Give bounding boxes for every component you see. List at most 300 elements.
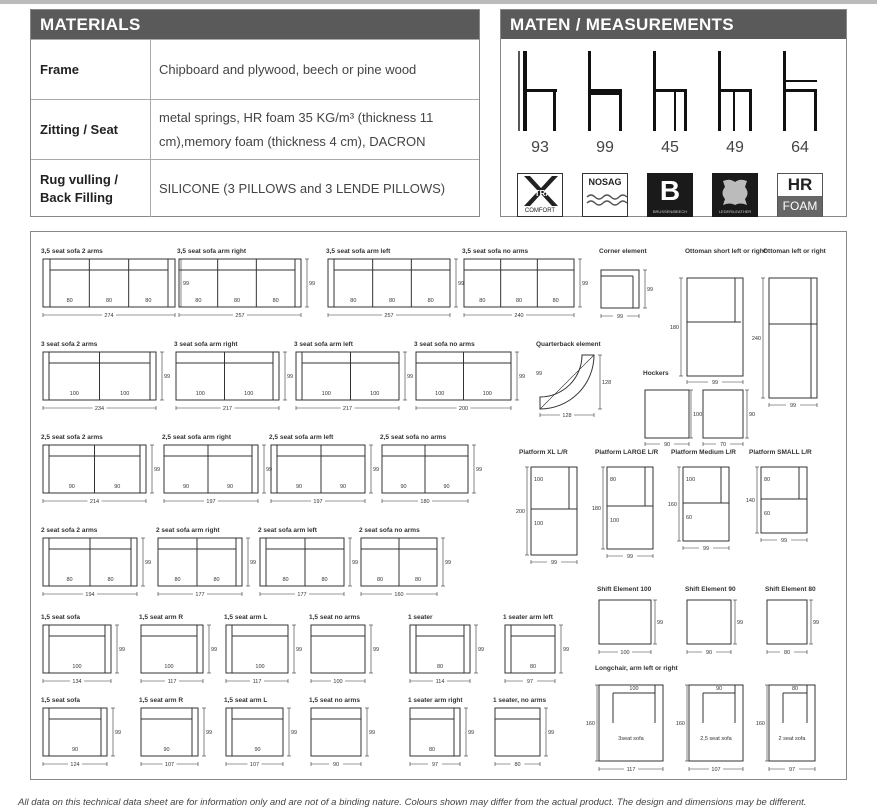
sofa-1-seat-1-drawing [139,624,231,692]
element-title: 3 seat sofa arm right [174,341,238,348]
sofa-2-5-seat-none [380,434,496,512]
depth-dimension-label: 99 [115,730,122,736]
seat-width-label: 80 [479,298,486,304]
platform-top-label: 100 [686,477,696,483]
shift-outline [767,600,807,644]
longchair-seat-label: 80 [791,686,799,692]
depth-dimension-label: 180 [669,325,679,331]
hockers-drawing [643,380,768,448]
depth-dimension-label: 99 [458,281,465,287]
element-title: 3,5 seat sofa arm right [177,248,246,255]
sofa-outline [495,708,540,756]
longchair-sofa-label: 2,5 seat sofa [700,736,732,742]
sofa-1-seat-b-5 [493,697,568,775]
width-dimension-label: 234 [94,406,105,412]
width-dimension-label: 217 [222,406,233,412]
width-dimension-label: 99 [789,403,797,409]
longchair-sofa-label: 3seat sofa [618,736,644,742]
seat-width-label: 100 [69,391,79,397]
depth-dimension-label: 240 [751,336,761,342]
sofa-outline [260,538,344,586]
width-dimension-label: 80 [783,650,791,656]
depth-dimension-label: 99 [657,620,664,626]
width-dimension-label: 90 [663,442,671,448]
longchair-2 [755,675,845,773]
seat-width-label: 80 [321,577,328,583]
seat-width-label: 80 [66,298,73,304]
element-title: 1,5 seat arm R [139,697,184,704]
width-dimension-label: 124 [70,762,80,768]
element-title: Platform Medium L/R [671,449,737,456]
depth-dimension-label: 99 [647,287,654,293]
shift-element-2-drawing [765,596,845,656]
material-row-seat [31,99,479,159]
element-title: 2 seat sofa arm left [258,527,317,534]
seat-width-label: 80 [552,298,559,304]
width-dimension-label: 97 [526,679,534,685]
width-dimension-label: 90 [705,650,713,656]
sofa-1-seat-2 [224,614,316,692]
chair-seat-depth-icon [775,51,825,131]
sofa-1-seat-b-3 [309,697,389,775]
width-dimension-label: 99 [702,546,710,552]
element-title: Shift Element 80 [765,586,816,593]
hockers [643,370,768,448]
element-title: Shift Element 100 [597,586,652,593]
hocker-outline [703,390,743,438]
element-title: 2,5 seat sofa no arms [380,434,447,441]
width-dimension-label: 160 [394,592,404,598]
material-value: metal springs, HR foam 35 KG/m³ (thickness 11 cm),memory foam (thickness 4 cm), DACRON [159,109,434,149]
seat-width-label: 80 [213,577,220,583]
element-title: 1,5 seat arm R [139,614,184,621]
depth-dimension-label: 99 [291,730,298,736]
depth-dimension-label: 160 [667,502,677,508]
seat-width-label: 80 [66,577,73,583]
sofa-outline [158,538,242,586]
sofa-1-seat-4-drawing [408,624,498,692]
width-dimension-label: 117 [167,679,177,685]
depth-dimension-label: 99 [119,647,126,653]
sofa-1-seat-b-1 [139,697,226,775]
element-title: 2 seat sofa 2 arms [41,527,98,534]
seat-width-label: 90 [339,484,347,490]
element-title: 2 seat sofa arm right [156,527,220,534]
hr-bottom: FOAM [778,196,822,217]
element-title: 1,5 seat no arms [309,614,360,621]
element-title: 2,5 seat sofa arm left [269,434,334,441]
width-dimension-label: 97 [788,767,796,773]
element-title: 3 seat sofa no arms [414,341,475,348]
seat-width-label: 80 [107,577,114,583]
depth-dimension-label: 128 [602,380,612,386]
depth-dimension-label: 99 [250,560,257,566]
depth-dimension-label: 99 [373,467,380,473]
depth-dimension-label: 99 [266,467,273,473]
material-label: Zitting / Seat [31,100,151,159]
width-dimension-label: 257 [235,313,245,319]
platform-top-label: 80 [610,477,617,483]
sofa-2-5-seat-right-drawing [162,444,286,512]
seat-width-label: 80 [195,298,202,304]
seat-width-label: 100 [321,391,331,397]
platform-2-drawing [667,459,743,569]
longchair-1 [675,675,765,773]
depth-dimension-label: 99 [407,374,414,380]
sofa-1-seat-4 [408,614,498,692]
sofa-1-seat-b-0-drawing [41,707,135,775]
nosag-label: NOSAG [588,177,622,187]
beech-sub: BRUSSEN/BEECH [652,209,688,214]
quarterback-side-label: 99 [536,371,543,377]
quarterback-element-drawing [536,351,616,423]
depth-dimension-label: 99 [373,647,380,653]
shift-element-2 [765,586,845,656]
seat-width-label: 80 [436,664,444,670]
width-dimension-label: 107 [164,762,175,768]
leather-hide-icon [712,175,758,209]
width-dimension-label: 99 [616,314,624,320]
seat-width-label: 80 [388,298,396,304]
seat-width-label: 80 [174,577,181,583]
element-title: Ottoman left or right [763,248,826,255]
seat-width-label: 80 [427,298,434,304]
width-dimension-label: 107 [249,762,260,768]
leather-sub: LEDER/LEATHER [718,209,752,214]
depth-dimension-label: 99 [478,647,485,653]
depth-dimension-label: 99 [309,281,316,287]
material-label: Frame [31,40,151,99]
sofa-2-seat-right-drawing [156,537,270,605]
longchair-sofa-label: 2 seat sofa [778,736,806,742]
depth-dimension-label: 99 [468,730,475,736]
width-dimension-label: 200 [458,406,469,412]
shift-element-1-drawing [685,596,765,656]
leather-badge [712,173,758,217]
seat-width-label: 80 [515,298,523,304]
sofa-1-seat-3 [309,614,393,692]
element-title: 2 seat sofa no arms [359,527,420,534]
quarterback-element [536,341,616,423]
material-value: Chipboard and plywood, beech or pine wood [159,61,417,77]
sofa-2-5-seat-both [41,434,174,512]
sofa-1-seat-5 [503,614,583,692]
width-dimension-label: 100 [333,679,343,685]
sofa-3-5-seat-right-drawing [177,258,329,326]
seat-width-label: 100 [244,391,254,397]
sofa-3-5-seat-right [177,248,329,326]
sofa-outline [296,352,399,400]
seat-width-label: 100 [482,391,492,397]
width-dimension-label: 257 [384,313,394,319]
seat-width-label: 80 [145,298,152,304]
depth-dimension-label: 99 [145,560,152,566]
hr-foam-badge [777,173,823,217]
seat-width-label: 80 [529,664,537,670]
sofa-outline [311,625,365,673]
depth-dimension-label: 99 [563,647,570,653]
hr-top: HR [787,175,813,194]
depth-dimension-label: 99 [183,281,190,287]
sofa-3-5-seat-left [326,248,478,326]
seat-width-label: 90 [182,484,190,490]
chair-diagrams [501,39,846,217]
width-dimension-label: 197 [206,499,216,505]
width-dimension-label: 177 [195,592,205,598]
width-dimension-label: 117 [626,767,636,773]
sofa-1-seat-b-0 [41,697,135,775]
sofa-1-seat-0 [41,614,139,692]
sofa-3-seat-none [414,341,539,419]
sofa-3-5-seat-left-drawing [326,258,478,326]
sofa-2-5-seat-left-drawing [269,444,393,512]
materials-table [30,9,480,217]
measure-depth: 99 [596,139,614,156]
seat-width-label: 90 [254,747,261,753]
measure-seat-depth: 64 [791,139,809,156]
width-dimension-label: 180 [420,499,430,505]
platform-0-drawing [515,459,591,569]
element-title: Platform XL L/R [519,449,568,456]
corner-element [599,248,669,323]
sofa-outline [176,352,279,400]
seat-width-label: 90 [443,484,450,490]
depth-dimension-label: 99 [548,730,555,736]
width-dimension-label: 128 [562,413,572,419]
sofa-3-5-seat-none-drawing [462,258,602,326]
element-title: 1,5 seat sofa [41,697,81,704]
sofa-1-seat-b-4 [408,697,488,775]
longchair-seat-label: 100 [629,686,639,692]
element-title: 1,5 seat arm L [224,697,268,704]
platform-3 [745,449,821,569]
shift-element-1 [685,586,765,656]
seat-width-label: 100 [435,391,445,397]
depth-dimension-label: 160 [585,721,595,727]
depth-dimension-label: 99 [737,620,744,626]
quarterback-diagonal [540,355,594,409]
element-title: 1 seater [408,614,433,621]
sofa-2-seat-none-drawing [359,537,465,605]
sofa-3-seat-right-drawing [174,351,307,419]
element-title: Platform SMALL L/R [749,449,812,456]
materials-header: MATERIALS [31,10,479,39]
platform-bottom-label: 100 [534,521,544,527]
depth-dimension-label: 160 [675,721,685,727]
width-dimension-label: 240 [514,313,524,319]
element-title: 2,5 seat sofa 2 arms [41,434,103,441]
platform-bottom-label: 60 [686,515,693,521]
depth-dimension-label: 180 [591,506,601,512]
element-title: 3 seat sofa arm left [294,341,353,348]
measure-seat-height: 45 [661,139,679,156]
seat-width-label: 100 [164,664,174,670]
depth-dimension-label: 99 [287,374,294,380]
depth-dimension-label: 99 [582,281,589,287]
material-value: SILICONE (3 PILLOWS and 3 LENDE PILLOWS) [159,180,446,196]
width-dimension-label: 197 [313,499,323,505]
material-row-back-filling [31,159,479,217]
sofa-3-seat-left [294,341,427,419]
xtra-bottom: COMFORT [524,208,556,214]
platform-top-label: 100 [534,477,544,483]
depth-dimension-label: 99 [154,467,161,473]
element-title: 1 seater, no arms [493,697,547,704]
depth-dimension-label: 99 [813,620,820,626]
width-dimension-label: 97 [431,762,439,768]
sofa-2-seat-right [156,527,270,605]
longchair-0-drawing [585,675,675,773]
seat-width-label: 100 [370,391,380,397]
width-dimension-label: 177 [297,592,307,598]
depth-dimension-label: 99 [206,730,213,736]
sofa-1-seat-0-drawing [41,624,139,692]
sofa-2-5-seat-left [269,434,393,512]
sofa-1-seat-b-2-drawing [224,707,311,775]
seat-width-label: 90 [71,747,79,753]
width-dimension-label: 134 [72,679,82,685]
measurements-panel [500,9,847,217]
xtra-mid: TRA [534,189,552,198]
chair-arm-height-icon [710,51,760,131]
width-dimension-label: 99 [626,554,634,560]
seat-width-label: 100 [255,664,265,670]
seat-width-label: 90 [295,484,303,490]
sofa-2-5-seat-right [162,434,286,512]
measure-arm-height: 49 [726,139,744,156]
measure-total-height: 93 [531,139,549,156]
depth-dimension-label: 99 [211,647,218,653]
disclaimer: All data on this technical data sheet are for information only and are not of a binding nature. Colours shown may differ from the actual product. The design and dimensions may be different. [18,797,807,808]
sofa-1-seat-b-2 [224,697,311,775]
width-dimension-label: 99 [711,380,719,386]
seat-width-label: 90 [114,484,121,490]
width-dimension-label: 80 [514,762,521,768]
seat-width-label: 80 [233,298,241,304]
shift-outline [599,600,651,644]
element-title: Hockers [643,370,669,377]
shift-element-0-drawing [597,596,677,656]
nosag-badge [582,173,628,217]
depth-dimension-label: 160 [755,721,765,727]
xtra-comfort-badge [517,173,563,217]
sofa-outline [271,445,365,493]
sofa-2-seat-both-drawing [41,537,165,605]
ottoman-short-drawing [669,258,755,386]
element-title: 3,5 seat sofa arm left [326,248,391,255]
depth-dimension-label: 99 [476,467,483,473]
depth-dimension-label: 99 [369,730,376,736]
longchair-seat-label: 90 [715,686,723,692]
element-title: 3,5 seat sofa no arms [462,248,529,255]
width-dimension-label: 117 [252,679,262,685]
sofa-elements-diagram [30,231,847,780]
element-title: 3 seat sofa 2 arms [41,341,98,348]
sofa-3-seat-both [41,341,184,419]
depth-dimension-label: 99 [296,647,303,653]
seat-width-label: 80 [376,577,384,583]
seat-width-label: 90 [163,747,170,753]
beech-badge [647,173,693,217]
sofa-2-5-seat-both-drawing [41,444,174,512]
element-title: 1,5 seat sofa [41,614,81,621]
seat-width-label: 90 [400,484,407,490]
sofa-1-seat-3-drawing [309,624,393,692]
platform-top-label: 80 [764,477,771,483]
chair-seat-height-icon [645,51,695,131]
platform-1 [591,449,667,569]
element-title: Longchair, arm left or right [595,665,678,672]
corner-element-drawing [599,258,669,323]
sofa-3-seat-none-drawing [414,351,539,419]
sofa-2-seat-left-drawing [258,537,372,605]
width-dimension-label: 217 [342,406,353,412]
seat-width-label: 100 [120,391,130,397]
platform-3-drawing [745,459,821,569]
element-title: Platform LARGE L/R [595,449,659,456]
sofa-1-seat-5-drawing [503,624,583,692]
width-dimension-label: 214 [89,499,100,505]
width-dimension-label: 90 [332,762,340,768]
seat-width-label: 90 [226,484,234,490]
seat-width-label: 80 [350,298,357,304]
sofa-3-seat-left-drawing [294,351,427,419]
hocker-outline [645,390,689,438]
sofa-2-seat-both [41,527,165,605]
seat-width-label: 100 [195,391,205,397]
width-dimension-label: 100 [620,650,630,656]
seat-width-label: 80 [272,298,279,304]
width-dimension-label: 70 [719,442,727,448]
sofa-1-seat-b-1-drawing [139,707,226,775]
spring-wave-icon [583,192,627,212]
width-dimension-label: 99 [550,560,558,566]
longchair-1-drawing [675,685,765,773]
element-title: 1 seater arm right [408,697,463,704]
seat-width-label: 80 [105,298,113,304]
longchair-outline [769,685,815,761]
sofa-3-5-seat-none [462,248,602,326]
ottoman-long-drawing [751,258,841,409]
platform-bottom-label: 60 [764,511,771,517]
measurements-header: MATEN / MEASUREMENTS [501,10,846,39]
depth-dimension-label: 99 [519,374,526,380]
sofa-3-seat-right [174,341,307,419]
width-dimension-label: 194 [85,592,95,598]
depth-dimension-label: 140 [745,498,755,504]
sofa-2-5-seat-none-drawing [380,444,496,512]
material-label: Rug vulling / Back Filling [31,160,151,217]
chair-total-height-icon [515,51,565,131]
sofa-1-seat-b-3-drawing [309,707,389,775]
depth-dimension-label: 99 [352,560,359,566]
platform-0 [515,449,591,569]
beech-letter: B [659,175,681,206]
element-title: 1 seater arm left [503,614,553,621]
sofa-1-seat-1 [139,614,231,692]
seat-width-label: 80 [414,577,422,583]
seat-width-label: 80 [428,747,436,753]
width-dimension-label: 99 [780,538,788,544]
sofa-2-seat-left [258,527,372,605]
top-rule [0,0,877,4]
shift-element-0 [597,586,677,656]
depth-dimension-label: 90 [749,412,756,418]
ottoman-outline [769,278,817,398]
longchair-0 [585,665,678,773]
seat-width-label: 90 [68,484,75,490]
element-title: 3,5 seat sofa 2 arms [41,248,103,255]
